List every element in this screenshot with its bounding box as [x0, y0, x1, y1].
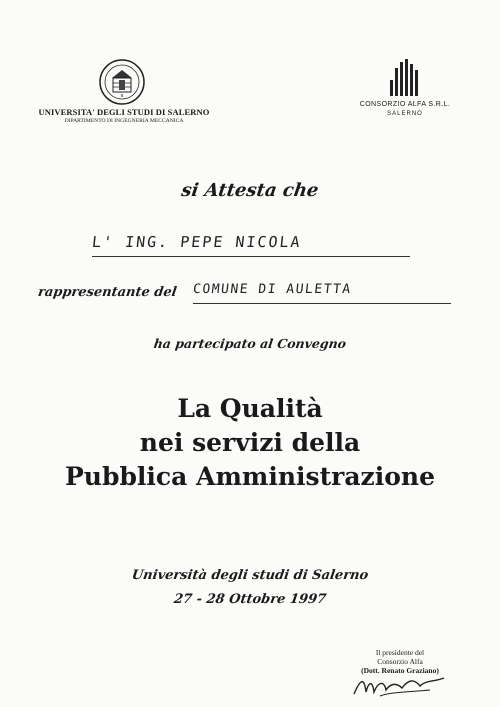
alfa-logo-icon: [382, 58, 428, 98]
dates-text: 27 - 28 Ottobre 1997: [172, 592, 328, 607]
signature-name: (Dott. Renato Graziano): [361, 666, 439, 675]
handwritten-signature-icon: [350, 670, 450, 700]
consortium-name: CONSORZIO ALFA S.R.L.: [359, 101, 451, 108]
represents-underline: [193, 303, 451, 304]
participated-text: ha partecipato al Convegno: [152, 336, 348, 351]
recipient-underline: [92, 256, 410, 257]
conference-title-line-2: nei servizi della: [139, 428, 361, 457]
conference-title-line-3: Pubblica Amministrazione: [65, 462, 435, 491]
attests-heading: si Attesta che: [180, 180, 320, 201]
university-seal-icon: [98, 58, 146, 106]
represents-label: rappresentante del: [36, 285, 178, 300]
signature-title: Il presidente del: [375, 648, 425, 657]
consortium-city: SALERNO: [387, 111, 423, 117]
represents-value: COMUNE DI AULETTA: [192, 282, 353, 297]
department-name: DIPARTIMENTO DI INGEGNERIA MECCANICA: [64, 118, 184, 124]
university-name: UNIVERSITA' DEGLI STUDI DI SALERNO: [38, 107, 210, 117]
signature-org: Consorzio Alfa: [377, 657, 423, 666]
recipient-name: L' ING. PEPE NICOLA: [91, 233, 303, 251]
venue-text: Università degli studi di Salerno: [130, 568, 370, 583]
conference-title-line-1: La Qualità: [177, 394, 323, 423]
